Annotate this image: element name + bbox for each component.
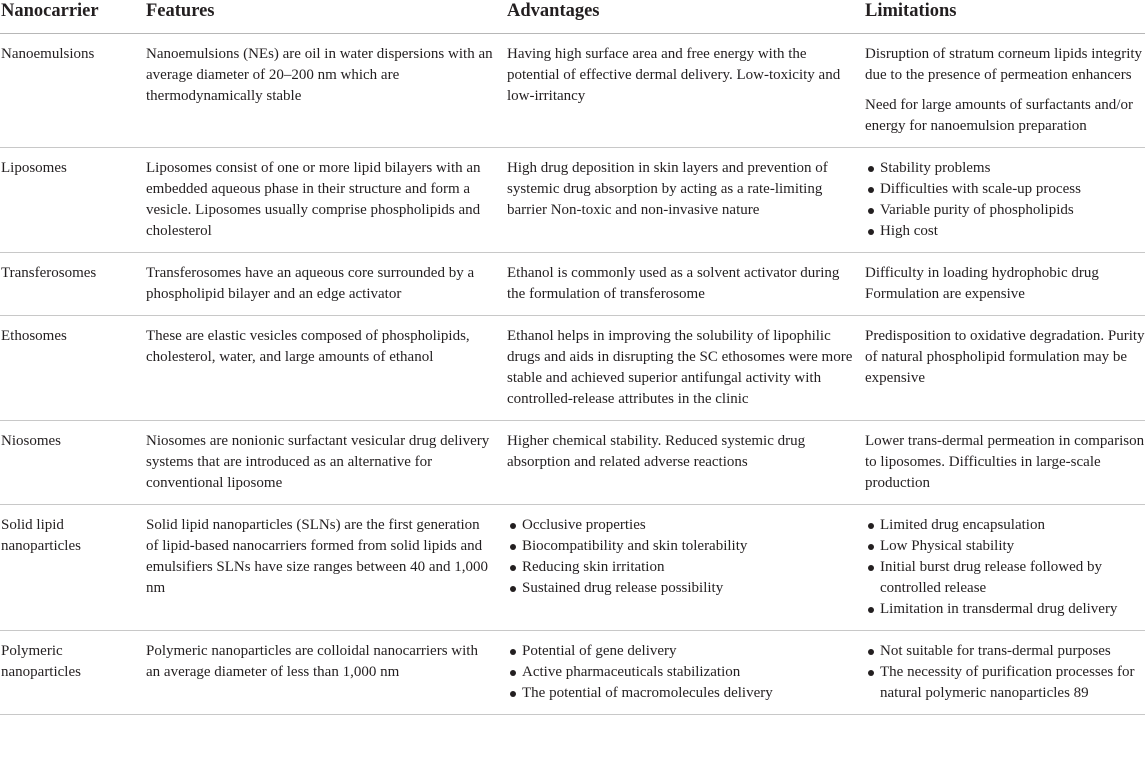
nanocarrier-name: Liposomes <box>0 148 145 253</box>
advantages-cell: Having high surface area and free energy with the potential of effective dermal delivery. Low-toxicity and low-irritancy <box>505 34 863 148</box>
header-limitations: Limitations <box>863 0 1145 34</box>
list-item: High cost <box>865 221 1145 242</box>
list-item: Variable purity of phospholipids <box>865 200 1145 221</box>
list-item: Potential of gene delivery <box>507 641 853 662</box>
list-item: Limitation in transdermal drug delivery <box>865 599 1145 620</box>
limitations-list <box>865 158 1145 242</box>
limitations-cell <box>863 505 1145 631</box>
features-cell: Transferosomes have an aqueous core surrounded by a phospholipid bilayer and an edge activator <box>145 253 505 316</box>
features-cell: Liposomes consist of one or more lipid bilayers with an embedded aqueous phase in their structure and form a vesicle. Liposomes usually comprise phospholipids and cholesterol <box>145 148 505 253</box>
list-item: Occlusive properties <box>507 515 853 536</box>
advantages-cell <box>505 505 863 631</box>
advantages-cell: High drug deposition in skin layers and prevention of systemic drug absorption by acting as a rate-limiting barrier Non-toxic and non-invasive nature <box>505 148 863 253</box>
header-row <box>0 0 1145 34</box>
list-item: Biocompatibility and skin tolerability <box>507 536 853 557</box>
advantages-cell: Ethanol helps in improving the solubility of lipophilic drugs and aids in disrupting the SC ethosomes were more stable and achieved superior antifungal activity with controlled-release attributes in the clinic <box>505 316 863 421</box>
limitations-list <box>865 515 1145 620</box>
limitations-cell <box>863 631 1145 715</box>
table-row <box>0 34 1145 148</box>
advantages-list <box>507 515 853 599</box>
table-row <box>0 421 1145 505</box>
list-item: Active pharmaceuticals stabilization <box>507 662 853 683</box>
limitations-list <box>865 641 1145 704</box>
limitations-cell: Lower trans-dermal permeation in comparison to liposomes. Difficulties in large-scale production <box>863 421 1145 505</box>
nanocarrier-name: Solid lipid nanoparticles <box>0 505 145 631</box>
nanocarrier-name: Transferosomes <box>0 253 145 316</box>
list-item: The potential of macromolecules delivery <box>507 683 853 704</box>
table-row <box>0 631 1145 715</box>
list-item: Stability problems <box>865 158 1145 179</box>
table-row <box>0 148 1145 253</box>
table-row <box>0 253 1145 316</box>
nanocarrier-name: Polymeric nanoparticles <box>0 631 145 715</box>
table-row <box>0 316 1145 421</box>
advantages-list <box>507 641 853 704</box>
features-cell: Polymeric nanoparticles are colloidal nanocarriers with an average diameter of less than 1,000 nm <box>145 631 505 715</box>
features-cell: Niosomes are nonionic surfactant vesicular drug delivery systems that are introduced as an alternative for conventional liposome <box>145 421 505 505</box>
advantages-cell <box>505 631 863 715</box>
table-row <box>0 505 1145 631</box>
features-cell: Nanoemulsions (NEs) are oil in water dispersions with an average diameter of 20–200 nm which are thermodynamically stable <box>145 34 505 148</box>
advantages-cell: Ethanol is commonly used as a solvent activator during the formulation of transferosome <box>505 253 863 316</box>
limitations-cell: Difficulty in loading hydrophobic drug Formulation are expensive <box>863 253 1145 316</box>
limitation-text: Disruption of stratum corneum lipids integrity due to the presence of permeation enhancers <box>865 46 1143 83</box>
list-item: Sustained drug release possibility <box>507 578 853 599</box>
list-item: Difficulties with scale-up process <box>865 179 1145 200</box>
nanocarrier-name: Niosomes <box>0 421 145 505</box>
list-item: Limited drug encapsulation <box>865 515 1145 536</box>
nanocarrier-name: Ethosomes <box>0 316 145 421</box>
limitations-cell: Predisposition to oxidative degradation. Purity of natural phospholipid formulation may be expensive <box>863 316 1145 421</box>
header-nanocarrier: Nanocarrier <box>0 0 145 34</box>
list-item: Low Physical stability <box>865 536 1145 557</box>
features-cell: These are elastic vesicles composed of phospholipids, cholesterol, water, and large amounts of ethanol <box>145 316 505 421</box>
header-features: Features <box>145 0 505 34</box>
limitations-cell <box>863 34 1145 148</box>
advantages-cell: Higher chemical stability. Reduced systemic drug absorption and related adverse reactions <box>505 421 863 505</box>
list-item: The necessity of purification processes for natural polymeric nanoparticles 89 <box>865 662 1145 704</box>
list-item: Reducing skin irritation <box>507 557 853 578</box>
limitations-cell <box>863 148 1145 253</box>
list-item: Initial burst drug release followed by controlled release <box>865 557 1145 599</box>
header-advantages: Advantages <box>505 0 863 34</box>
limitation-text: Need for large amounts of surfactants and/or energy for nanoemulsion preparation <box>865 97 1133 134</box>
list-item: Not suitable for trans-dermal purposes <box>865 641 1145 662</box>
nanocarrier-name: Nanoemulsions <box>0 34 145 148</box>
features-cell: Solid lipid nanoparticles (SLNs) are the first generation of lipid-based nanocarriers formed from solid lipids and emulsifiers SLNs have size ranges between 40 and 1,000 nm <box>145 505 505 631</box>
